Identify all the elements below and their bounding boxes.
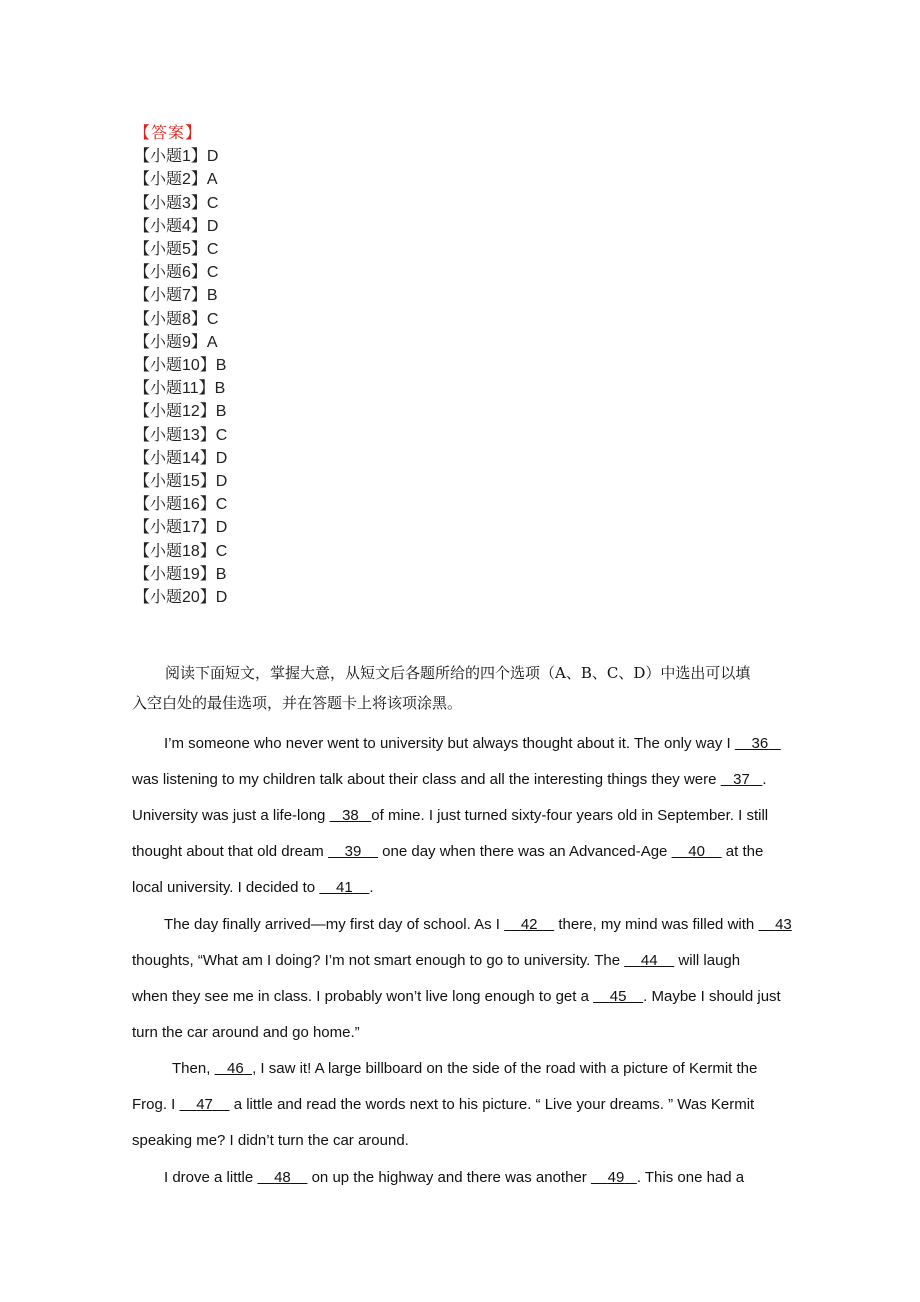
passage-line <box>164 915 792 935</box>
passage-text: Then, <box>172 1060 215 1077</box>
passage-text: The day finally arrived—my first day of school. As I <box>164 916 505 933</box>
answer-item: 【小题4】D <box>134 217 219 235</box>
blank-41 <box>319 879 369 896</box>
answer-item: 【小题20】D <box>134 589 228 607</box>
passage-line <box>132 770 767 790</box>
blank-36 <box>735 735 781 752</box>
answer-item: 【小题9】A <box>134 333 218 351</box>
answer-item: 【小题19】B <box>134 565 227 583</box>
passage-text: . This one had a <box>636 1169 745 1186</box>
answer-item: 【小题10】B <box>134 357 227 375</box>
passage-line <box>132 1023 360 1043</box>
passage-line <box>132 1095 754 1115</box>
blank-number: 47 <box>196 1096 213 1113</box>
blank-49 <box>591 1169 637 1186</box>
answer-item: 【小题14】D <box>134 449 228 467</box>
passage-text: thought about that old dream <box>132 843 328 860</box>
passage-text: Frog. I <box>132 1096 180 1113</box>
passage-text: . <box>369 879 374 896</box>
passage-line <box>164 734 781 754</box>
blank-number: 42 <box>520 916 538 933</box>
passage-text: when they see me in class. I probably won’t live long enough to get a <box>132 988 594 1005</box>
passage-text: local university. I decided to <box>132 879 320 896</box>
blank-48 <box>257 1169 307 1186</box>
passage-text: University was just a life-long <box>132 807 330 824</box>
instruction-line: 阅读下面短文，掌握大意，从短文后各题所给的四个选项（A、B、C、D）中选出可以填 <box>165 664 751 682</box>
answer-item: 【小题15】D <box>134 473 228 491</box>
blank-number: 46 <box>227 1060 244 1077</box>
passage-line <box>132 806 768 826</box>
passage-text: I drove a little <box>164 1169 258 1186</box>
passage-text: at the <box>721 843 764 860</box>
blank-46 <box>215 1060 253 1077</box>
blank-45 <box>593 988 643 1005</box>
answer-item: 【小题6】C <box>134 264 219 282</box>
answer-item: 【小题16】C <box>134 496 228 514</box>
instruction-line: 入空白处的最佳选项，并在答题卡上将该项涂黑。 <box>132 694 463 712</box>
passage-text: . <box>762 771 767 788</box>
answer-item: 【小题11】B <box>134 380 226 398</box>
passage-text: one day when there was an Advanced-Age <box>378 843 672 860</box>
blank-number: 40 <box>688 843 705 860</box>
blank-43 <box>758 916 791 933</box>
answer-item: 【小题12】B <box>134 403 227 421</box>
passage-text: I’m someone who never went to university but always thought about it. The only way I <box>164 735 735 752</box>
blank-number: 36 <box>751 735 769 752</box>
blank-number: 43 <box>775 916 792 933</box>
blank-47 <box>180 1096 230 1113</box>
blank-number: 44 <box>640 952 658 969</box>
passage-text: on up the highway and there was another <box>307 1169 591 1186</box>
blank-39 <box>328 843 378 860</box>
blank-44 <box>624 952 674 969</box>
passage-line <box>132 1131 409 1151</box>
blank-42 <box>504 916 554 933</box>
answer-item: 【小题8】C <box>134 310 219 328</box>
blank-number: 39 <box>344 843 362 860</box>
passage-text: turn the car around and go home.” <box>132 1024 360 1041</box>
passage-text: was listening to my children talk about their class and all the interesting things they were <box>132 771 721 788</box>
blank-number: 49 <box>607 1169 625 1186</box>
blank-37 <box>721 771 763 788</box>
passage-text: speaking me? I didn’t turn the car around. <box>132 1132 409 1149</box>
passage-line <box>172 1059 757 1079</box>
answer-item: 【小题2】A <box>134 171 218 189</box>
answer-section <box>134 122 227 609</box>
answer-item: 【小题3】C <box>134 194 219 212</box>
blank-40 <box>672 843 722 860</box>
blank-38 <box>330 807 372 824</box>
passage-text: thoughts, “What am I doing? I’m not smart enough to go to university. The <box>132 952 625 969</box>
passage-line <box>164 1168 744 1188</box>
answer-item: 【小题17】D <box>134 519 228 537</box>
passage-line <box>132 951 740 971</box>
passage-text: will laugh <box>674 952 741 969</box>
blank-number: 38 <box>342 807 359 824</box>
instructions <box>132 658 804 718</box>
blank-number: 48 <box>274 1169 291 1186</box>
passage-text: , I saw it! A large billboard on the side of the road with a picture of Kermit the <box>252 1060 758 1077</box>
answer-item: 【小题5】C <box>134 241 219 259</box>
answer-item: 【小题18】C <box>134 542 228 560</box>
answer-item: 【小题13】C <box>134 426 228 444</box>
passage-text: a little and read the words next to his picture. “ Live your dreams. ” Was Kermit <box>229 1096 755 1113</box>
blank-number: 41 <box>336 879 353 896</box>
passage-text: there, my mind was filled with <box>554 916 759 933</box>
answer-item: 【小题7】B <box>134 287 218 305</box>
blank-number: 37 <box>733 771 750 788</box>
passage-text: of mine. I just turned sixty-four years old in September. I still <box>371 807 769 824</box>
passage-line <box>132 842 763 862</box>
blank-number: 45 <box>609 988 627 1005</box>
passage-line <box>132 878 374 898</box>
passage-line <box>132 987 781 1007</box>
answer-item: 【小题1】D <box>134 148 219 166</box>
passage-text: . Maybe I should just <box>643 988 781 1005</box>
answer-header: 【答案】 <box>134 125 203 142</box>
